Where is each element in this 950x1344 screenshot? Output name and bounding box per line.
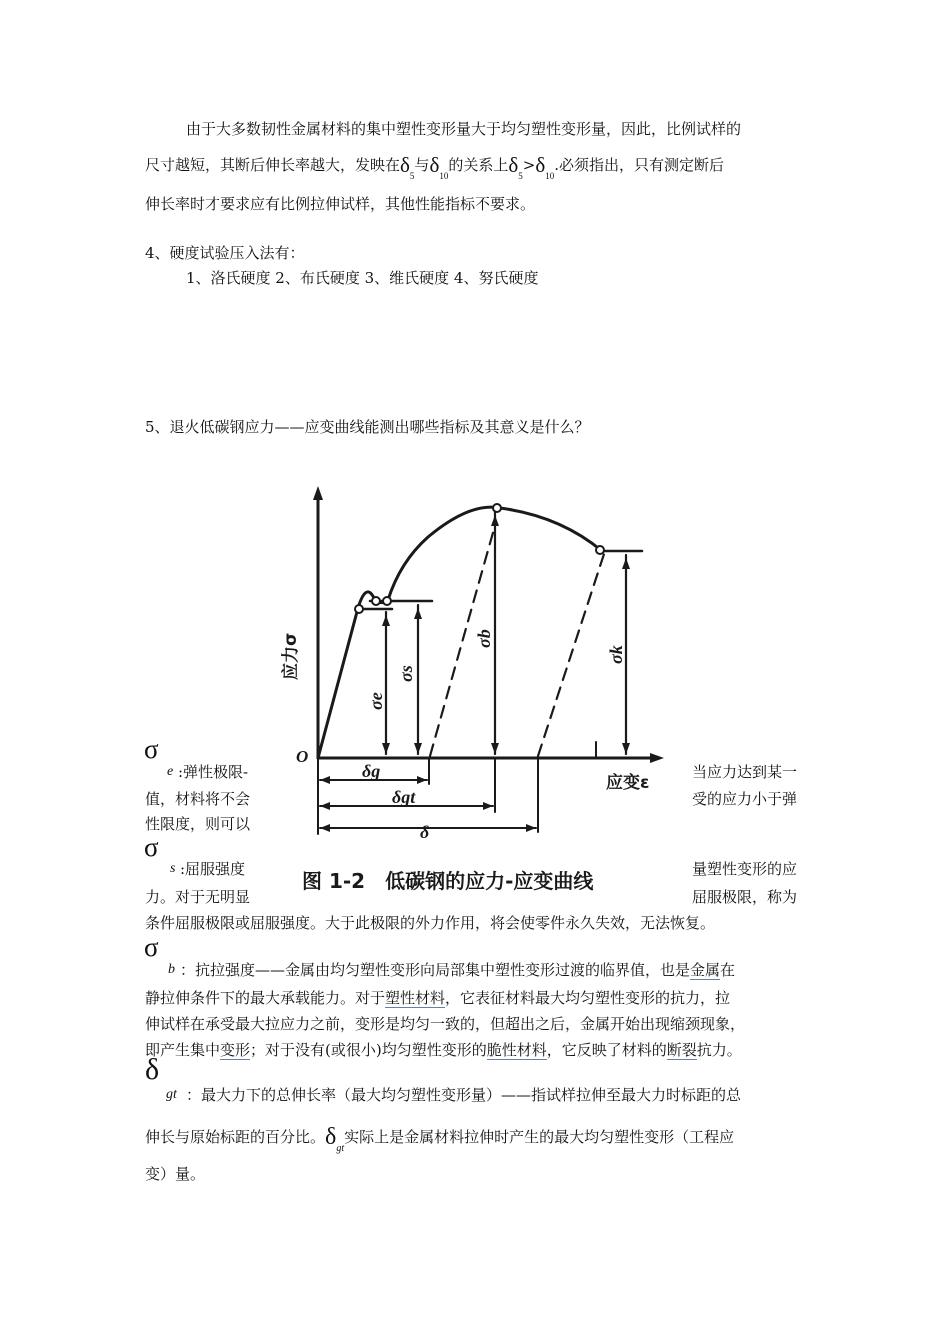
point-sigma-s-2: [383, 597, 391, 605]
y-axis-label: 应力σ: [281, 632, 301, 680]
delta-label: δ: [420, 822, 430, 842]
tensile-strength-line-4: 即产生集中变形；对于没有(或很小)均匀塑性变形的脆性材料，它反映了材料的断裂抗力。: [145, 1041, 742, 1059]
sigma-b-subscript: b: [168, 962, 175, 977]
intro-line-3: 伸长率时才要求应有比例拉伸试样，其他性能指标不要求。: [145, 195, 536, 213]
delta-gt-subscript: gt: [166, 1087, 177, 1102]
sigma-s-subscript: s: [170, 861, 176, 876]
delta-gt-symbol: δ: [145, 1053, 160, 1086]
intro-line-1: 由于大多数韧性金属材料的集中塑性变形量大于均匀塑性变形量，因此，比例试样的: [186, 120, 742, 138]
figure-caption: 图 1-2 低碳钢的应力-应变曲线: [302, 869, 594, 893]
brittle-material-link[interactable]: 脆性材料: [486, 1041, 547, 1059]
point-sigma-s-1: [372, 597, 380, 605]
sigma-s-symbol: σ: [144, 832, 159, 862]
metal-link[interactable]: 金属: [690, 961, 721, 979]
question-4-list: 1、洛氏硬度 2、布氏硬度 3、维氏硬度 4、努氏硬度: [186, 269, 539, 287]
delta-g-label: δg: [362, 761, 381, 781]
elastic-limit-line-2-left: 值，材料将不会: [145, 790, 251, 808]
sigma-b-label: σb: [474, 629, 494, 648]
sigma-b-symbol: σ: [144, 932, 159, 962]
plastic-material-link[interactable]: 塑性材料: [385, 989, 446, 1007]
delta-gt-label: δgt: [392, 787, 416, 807]
point-sigma-e: [355, 605, 363, 613]
yield-strength-line-1-left: :屈服强度: [180, 860, 246, 878]
tensile-strength-line-2: 静拉伸条件下的最大承载能力。对于塑性材料，它表征材料最大均匀塑性变形的抗力，拉: [145, 989, 731, 1007]
x-axis-label: 应变ε: [606, 773, 650, 793]
total-elongation-line-1: ：最大力下的总伸长率（最大均匀塑性变形量）——指试样拉伸至最大力时标距的总: [186, 1086, 742, 1104]
elastic-limit-line-3-left: 性限度，则可以: [145, 815, 251, 833]
sigma-e-label: σe: [366, 692, 386, 710]
yield-strength-line-2-right: 屈服极限，称为: [692, 888, 798, 906]
yield-strength-line-2-left: 力。对于无明显: [145, 888, 251, 906]
elastic-limit-line-1-right: 当应力达到某一: [692, 763, 798, 781]
question-5-title: 5、退火低碳钢应力——应变曲线能测出哪些指标及其意义是什么？: [145, 418, 590, 436]
total-elongation-line-3: 变）量。: [145, 1165, 206, 1183]
sigma-k-label: σk: [606, 645, 626, 664]
deformation-link[interactable]: 变形: [220, 1041, 251, 1059]
sigma-e-symbol: σ: [144, 734, 159, 764]
sigma-e-subscript: e: [167, 764, 174, 779]
tensile-strength-line-3: 伸试样在承受最大拉应力之前，变形是均匀一致的，但超出之后，金属开始出现缩颈现象，: [145, 1015, 746, 1033]
tensile-strength-line-1: ：抗拉强度——金属由均匀塑性变形向局部集中塑性变形过渡的临界值，也是金属在: [180, 961, 736, 979]
sigma-s-label: σs: [396, 665, 416, 682]
yield-strength-line-3: 条件屈服极限或屈服强度。大于此极限的外力作用，将会使零件永久失效，无法恢复。: [145, 914, 716, 932]
intro-line-2: 尺寸越短，其断后伸长率越大，发映在$\delta_5$与$\delta_{10}$的关系上$\delta_5>\delta_{10}$.必须指出，只有测定断后: [145, 153, 725, 181]
origin-label: O: [296, 747, 309, 766]
elastic-limit-line-1-left: :弹性极限-: [178, 763, 249, 781]
elastic-limit-line-2-right: 受的应力小于弹: [692, 790, 798, 808]
total-elongation-line-2: 伸长与原始标距的百分比。$\delta_{gt}$实际上是金属材料拉伸时产生的最大均匀塑性变形（工程应: [145, 1124, 735, 1154]
yield-strength-line-1-right: 量塑性变形的应: [692, 860, 798, 878]
stress-strain-figure: [270, 472, 682, 904]
point-sigma-b: [493, 504, 501, 512]
question-4-title: 4、硬度试验压入法有：: [145, 244, 305, 262]
point-sigma-k: [596, 546, 604, 554]
fracture-link[interactable]: 断裂: [666, 1041, 697, 1059]
